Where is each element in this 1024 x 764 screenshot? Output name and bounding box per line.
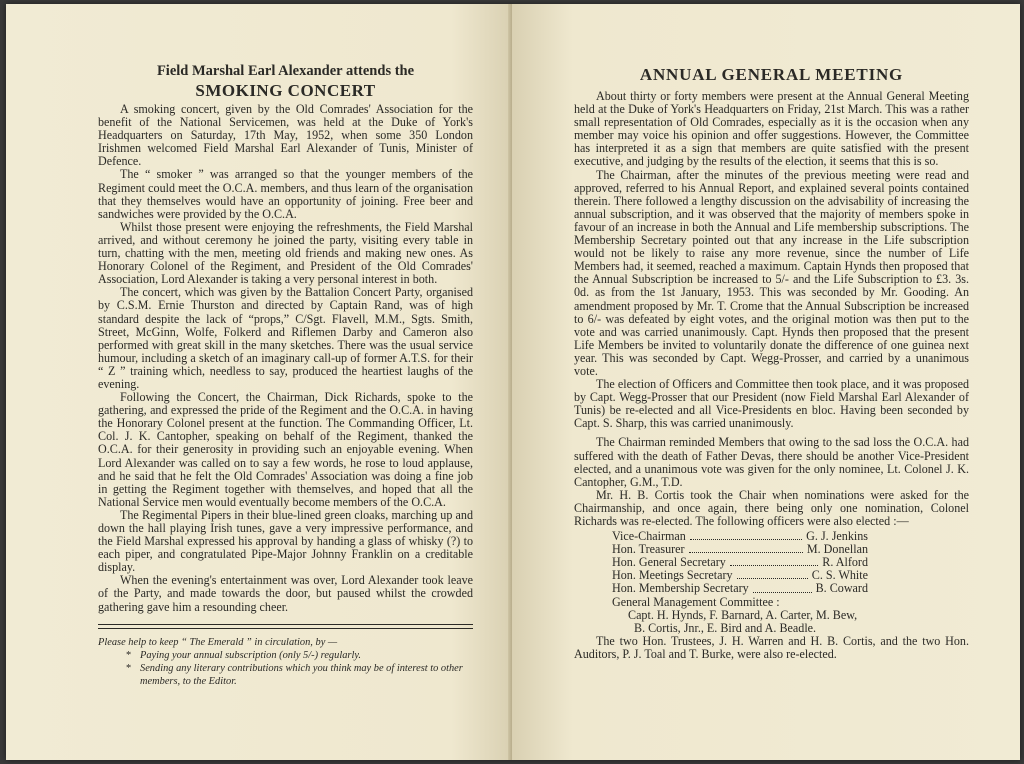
officer-role: Hon. Meetings Secretary (612, 568, 733, 583)
paragraph: Mr. H. B. Cortis took the Chair when nominations were asked for the Chairmanship, and once again, there being only one nomination, Colonel Richards was re-elected. The following officers were also elected :— (574, 487, 969, 528)
committee-members-line2: B. Cortis, Jnr., E. Bird and A. Beadle. (634, 620, 817, 635)
note-item (98, 649, 473, 662)
closing-paragraph: The two Hon. Trustees, J. H. Warren and H. B. Cortis, and the two Hon. Auditors, P. J. Toal and T. Burke, were also re-elected. (574, 633, 969, 661)
dot-leader (737, 569, 808, 579)
note-item-text: Paying your annual subscription (only 5/-) regularly. (140, 650, 361, 661)
paragraph: Whilst those present were enjoying the refreshments, the Field Marshal arrived, and without ceremony he joined the party, visiting every table in turn, chatting with the men, meeting old friends and making new ones. As Honorary Colonel of the Regiment, and President of the Old Comrades' Association, Lord Alexander is taking a very personal interest in both. (98, 219, 473, 287)
officer-name: C. S. White (811, 568, 868, 583)
paragraph: Following the Concert, the Chairman, Dick Richards, spoke to the gathering, and expressed the pride of the Regiment and the O.C.A. in having the Honorary Colonel present at the function. The Commanding Officer, Lt. Col. J. K. Cantopher, speaking on behalf of the Regiment, thanked the O.C.A. for their generosity in providing such an enjoyable evening. When Lord Alexander was called on to say a few words, he rose to loud applause, and he said that he felt the Old Comrades' Association was doing a fine job in getting the Regiment together with themselves, and hoped that all the National Service men would eventually become members of the O.C.A. (98, 390, 473, 509)
officer-name: R. Alford (822, 555, 868, 570)
paragraph: About thirty or forty members were present at the Annual General Meeting held at the Duke of York's Headquarters on Friday, 21st March. This was a rather small representation of Old Comrades, especially as it is the occasion when any member may voice his opinion and offer suggestions. However, the Committee has interpreted it as a sign that members are quite satisfied with the present executive, and judging by the results of the election, it seems that this is so. (574, 89, 969, 169)
officers-list (612, 530, 969, 635)
officer-name: B. Coward (815, 581, 868, 596)
agm-article (574, 64, 969, 661)
dot-leader (689, 543, 803, 553)
note-item-text: Sending any literary contributions which you think may be of interest to other members, to the Editor. (140, 663, 463, 687)
double-rule-divider (98, 624, 473, 629)
officer-role: Hon. Treasurer (612, 542, 685, 557)
circulation-note (98, 624, 473, 688)
left-page (6, 4, 512, 760)
note-item (98, 662, 473, 688)
paragraph: The election of Officers and Committee then took place, and it was proposed by Capt. Wegg-Prosser that our President (now Field Marshal Earl Alexander of Tunis) be re-elected and all Vice-Presidents en bloc. Having been seconded by Capt. S. Sharp, this was carried unanimously. (574, 377, 969, 431)
dot-leader (690, 530, 802, 540)
paragraph: The Chairman, after the minutes of the previous meeting were read and approved, referred to his Annual Report, and explained several points contained therein. There followed a lengthy discussion on the advisability of increasing the annual subscription, and it was observed that the majority of members spoke in favour of an increase in both the Annual and Life membership subscriptions. The Membership Secretary pointed out that any increase in the Life subscription would not be likely to raise any more revenue, since the number of Life Members had, it seemed, reached a maximum. Captain Hynds then proposed that the Annual Subscription be increased to 5/- and the Life Subscription to £3. 3s. 0d. as from the 1st January, 1953. This was seconded by Mr. Gooding. An amendment proposed by Mr. T. Crome that the Annual Subscription be increased to 6/- was defeated by eight votes, and the original motion was then put to the vote and was carried unanimously. Capt. Hynds then proposed that the present Life Members be invited to voluntarily donate the difference of one guinea next year. This was seconded by Capt. Wegg-Prosser, and carried by a unanimous vote. (574, 167, 969, 378)
paragraph: The Chairman reminded Members that owing to the sad loss the O.C.A. had suffered with the death of Father Devas, there should be another Vice-President elected, and a unanimous vote was given for the only nominee, Lt. Colonel J. K. Cantopher, G.M., T.D. (574, 435, 969, 489)
smoking-concert-article (98, 62, 473, 614)
dot-leader (753, 582, 812, 592)
note-intro: Please help to keep “ The Emerald ” in circulation, by — (98, 637, 338, 648)
paragraph: The concert, which was given by the Battalion Concert Party, organised by C.S.M. Ernie Thurston and directed by Captain Rand, was of high standard despite the lack of “props,” C/Sgt. Flavell, M.M., Sgts. Smith, Street, McGinn, Wolfe, Folkerd and Riflemen Darby and Cameron also performed with great skill in the many sketches. There was the usual service humour, including a sketch of an imaginary call-up of former A.T.S. for their “ Z ” training which, needless to say, produced the heartiest laughs of the evening. (98, 285, 473, 391)
dot-leader (730, 556, 818, 566)
article-title-line2: SMOKING CONCERT (195, 81, 376, 100)
officer-name: G. J. Jenkins (806, 529, 868, 544)
officer-row (612, 582, 868, 595)
article-title: ANNUAL GENERAL MEETING (639, 65, 904, 84)
right-page (512, 4, 1020, 760)
paragraph: A smoking concert, given by the Old Comrades' Association for the benefit of the National Servicemen, was held at the Duke of York's Headquarters on Saturday, 17th May, 1952, when some 350 London Irishmen welcomed Field Marshal Earl Alexander of Tunis, Minister of Defence. (98, 102, 473, 169)
booklet-spread (6, 4, 1020, 760)
committee-members-line1: Capt. H. Hynds, F. Barnard, A. Carter, M. Bew, (628, 607, 858, 622)
committee-heading: General Management Committee : (612, 594, 780, 609)
asterisk-icon: * (126, 663, 132, 674)
article-title-line1: Field Marshal Earl Alexander attends the (156, 63, 415, 79)
officer-name: M. Donellan (806, 542, 868, 557)
paragraph: The Regimental Pipers in their blue-lined green cloaks, marching up and down the hall playing Irish tunes, gave a very impressive performance, and the Field Marshal expressed his approval by handing a glass of whisky (?) to each piper, and congratulated Pipe-Major Johnny Franklin on a creditable display. (98, 507, 473, 575)
paragraph: The “ smoker ” was arranged so that the younger members of the Regiment could meet the O.C.A. members, and thus learn of the organisation that they themselves would have an opportunity of joining. Free beer and sandwiches were provided by the O.C.A. (98, 167, 473, 221)
paragraph: When the evening's entertainment was over, Lord Alexander took leave of the Party, and made towards the door, but paused whilst the crowded gathering gave him a resounding cheer. (98, 573, 473, 614)
officer-role: Vice-Chairman (612, 529, 686, 544)
officer-role: Hon. General Secretary (612, 555, 726, 570)
asterisk-icon: * (126, 650, 132, 661)
officer-role: Hon. Membership Secretary (612, 581, 749, 596)
